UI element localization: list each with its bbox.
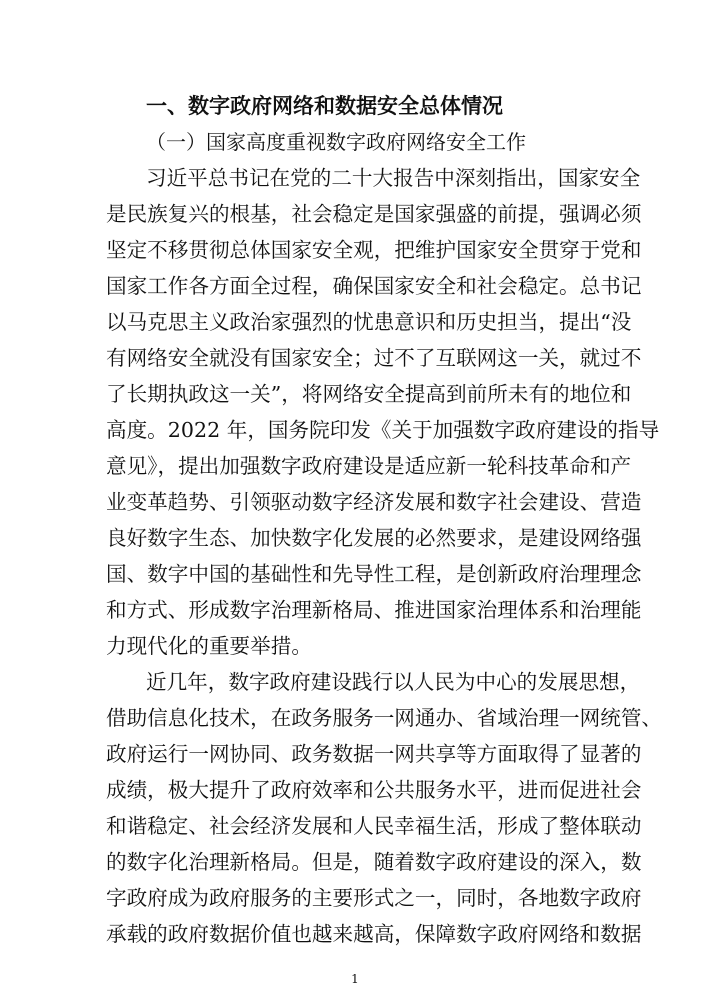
paragraph-line: 了长期执政这一关”，将网络安全提高到前所未有的地位和	[106, 382, 632, 406]
paragraph-line: 以马克思主义政治家强烈的忧患意识和历史担当，提出“没	[106, 310, 632, 334]
paragraph-line: 和谐稳定、社会经济发展和人民幸福生活，形成了整体联动	[106, 814, 642, 838]
paragraph-line: 是民族复兴的根基，社会稳定是国家强盛的前提，强调必须	[106, 202, 642, 226]
paragraph-line: 和方式、形成数字治理新格局、推进国家治理体系和治理能	[106, 598, 642, 622]
paragraph-line: 坚定不移贯彻总体国家安全观，把维护国家安全贯穿于党和	[106, 238, 642, 262]
paragraph-line: 良好数字生态、加快数字化发展的必然要求，是建设网络强	[106, 526, 642, 550]
paragraph-line: 政府运行一网协同、政务数据一网共享等方面取得了显著的	[106, 742, 642, 766]
paragraph-line: 字政府成为政府服务的主要形式之一，同时，各地数字政府	[106, 886, 642, 910]
subsection-heading: （一）国家高度重视数字政府网络安全工作	[146, 130, 526, 154]
paragraph-line: 的数字化治理新格局。但是，随着数字政府建设的深入，数	[106, 850, 642, 874]
page-number: 1	[351, 972, 359, 986]
paragraph-line: 借助信息化技术，在政务服务一网通办、省域治理一网统管、	[106, 706, 663, 730]
paragraph-line: 国家工作各方面全过程，确保国家安全和社会稳定。总书记	[106, 274, 642, 298]
paragraph-line: 近几年，数字政府建设践行以人民为中心的发展思想，	[146, 670, 641, 694]
paragraph-line: 习近平总书记在党的二十大报告中深刻指出，国家安全	[146, 166, 641, 190]
paragraph-line: 业变革趋势、引领驱动数字经济发展和数字社会建设、营造	[106, 490, 642, 514]
paragraph-line: 成绩，极大提升了政府效率和公共服务水平，进而促进社会	[106, 778, 642, 802]
paragraph-line: 高度。2022 年，国务院印发《关于加强数字政府建设的指导	[106, 418, 660, 442]
paragraph-line: 意见》，提出加强数字政府建设是适应新一轮科技革命和产	[106, 454, 632, 478]
section-heading: 一、数字政府网络和数据安全总体情况	[146, 94, 503, 118]
paragraph-line: 力现代化的重要举措。	[106, 634, 312, 658]
paragraph-line: 承载的政府数据价值也越来越高，保障数字政府网络和数据	[106, 922, 642, 946]
paragraph-line: 有网络安全就没有国家安全；过不了互联网这一关，就过不	[106, 346, 642, 370]
paragraph-line: 国、数字中国的基础性和先导性工程，是创新政府治理理念	[106, 562, 642, 586]
